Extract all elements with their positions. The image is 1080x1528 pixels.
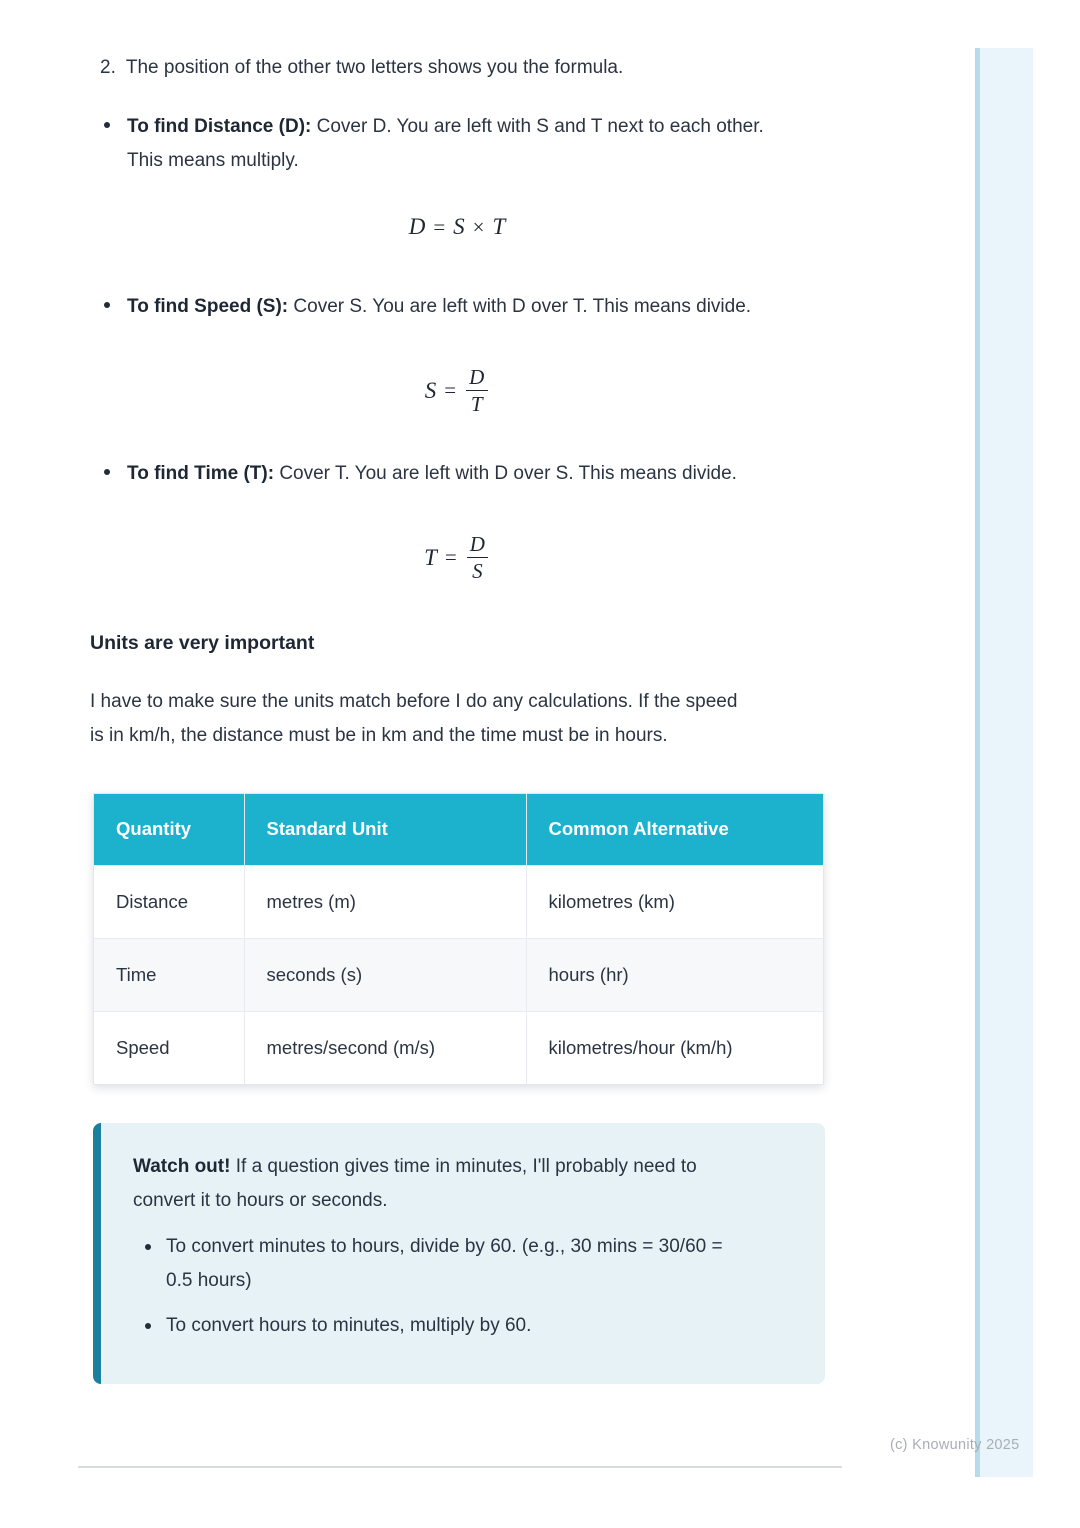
bullet-icon xyxy=(104,302,110,308)
units-paragraph: I have to make sure the units match before I do any calculations. If the speed is in km/h, the distance must be in km and the time must be in hours. xyxy=(90,691,738,746)
distance-rule-text xyxy=(127,110,787,178)
callout-item-hours-to-minutes xyxy=(133,1309,733,1343)
numbered-item-2 xyxy=(90,55,827,81)
units-heading: Units are very important xyxy=(90,632,315,654)
cell-common-alternative: kilometres (km) xyxy=(526,865,823,938)
time-rule-lead: To find Time (T): xyxy=(127,463,275,484)
equals-sign: = xyxy=(433,214,446,239)
distance-rule-body: Cover D. You are left with S and T next to each other. This means multiply. xyxy=(127,116,764,171)
cell-quantity: Distance xyxy=(94,865,244,938)
fraction xyxy=(464,364,489,417)
formula-distance-lhs: D xyxy=(408,214,426,239)
watermark: (c) Knowunity 2025 xyxy=(890,1437,1020,1453)
list-item-speed xyxy=(90,290,827,417)
watch-out-callout xyxy=(93,1123,825,1384)
formula-distance-term-b: T xyxy=(492,214,506,239)
fraction xyxy=(465,531,490,584)
table-row-time xyxy=(94,938,823,1011)
fraction-denominator: S xyxy=(467,557,488,584)
item-text: The position of the other two letters shows you the formula. xyxy=(125,57,624,78)
formula-rules-list xyxy=(90,110,827,584)
speed-rule-text xyxy=(127,290,787,324)
cell-standard-unit: seconds (s) xyxy=(244,938,526,1011)
callout-item-text: To convert minutes to hours, divide by 60. (e.g., 30 mins = 30/60 = 0.5 hours) xyxy=(166,1236,723,1291)
bullet-icon xyxy=(104,122,110,128)
callout-lead: Watch out! xyxy=(133,1156,231,1177)
page-bottom-divider xyxy=(78,1466,842,1468)
multiply-sign: × xyxy=(472,214,485,239)
formula-time-lhs: T xyxy=(424,544,437,570)
fraction-numerator: D xyxy=(469,365,485,389)
speed-rule-body: Cover S. You are left with D over T. This means divide. xyxy=(288,296,752,317)
callout-item-text: To convert hours to minutes, multiply by 60. xyxy=(166,1315,532,1336)
distance-rule-lead: To find Distance (D): xyxy=(127,116,312,137)
bullet-icon xyxy=(104,469,110,475)
list-item-distance xyxy=(90,110,827,240)
speed-rule-lead: To find Speed (S): xyxy=(127,296,289,317)
formula-speed-lhs: S xyxy=(424,377,437,403)
column-header-common-alternative: Common Alternative xyxy=(526,794,823,865)
fraction-numerator: D xyxy=(469,532,485,556)
bullet-icon xyxy=(145,1244,151,1250)
time-rule-text xyxy=(127,457,787,491)
fraction-denominator: T xyxy=(466,390,488,417)
list-item-time xyxy=(90,457,827,584)
column-header-quantity: Quantity xyxy=(94,794,244,865)
callout-body: If a question gives time in minutes, I'll probably need to convert it to hours or seconds. xyxy=(133,1156,697,1211)
units-table xyxy=(93,793,824,1085)
table-row-speed xyxy=(94,1011,823,1084)
formula-distance-term-a: S xyxy=(453,214,465,239)
bullet-icon xyxy=(145,1323,151,1329)
cell-standard-unit: metres/second (m/s) xyxy=(244,1011,526,1084)
cell-standard-unit: metres (m) xyxy=(244,865,526,938)
callout-list xyxy=(133,1230,785,1343)
cell-quantity: Time xyxy=(94,938,244,1011)
equals-sign: = xyxy=(444,378,457,402)
cell-quantity: Speed xyxy=(94,1011,244,1084)
formula-speed xyxy=(127,364,787,417)
formula-time xyxy=(127,531,787,584)
table-header-row xyxy=(94,794,823,865)
formula-distance xyxy=(127,214,787,240)
page-content xyxy=(90,55,827,1384)
cell-common-alternative: kilometres/hour (km/h) xyxy=(526,1011,823,1084)
column-header-standard-unit: Standard Unit xyxy=(244,794,526,865)
page-side-bar xyxy=(975,48,1033,1477)
table-row-distance xyxy=(94,865,823,938)
equals-sign: = xyxy=(444,545,457,569)
callout-item-minutes-to-hours xyxy=(133,1230,733,1298)
time-rule-body: Cover T. You are left with D over S. This means divide. xyxy=(274,463,737,484)
callout-text xyxy=(133,1150,753,1218)
item-number: 2. xyxy=(100,57,116,78)
cell-common-alternative: hours (hr) xyxy=(526,938,823,1011)
